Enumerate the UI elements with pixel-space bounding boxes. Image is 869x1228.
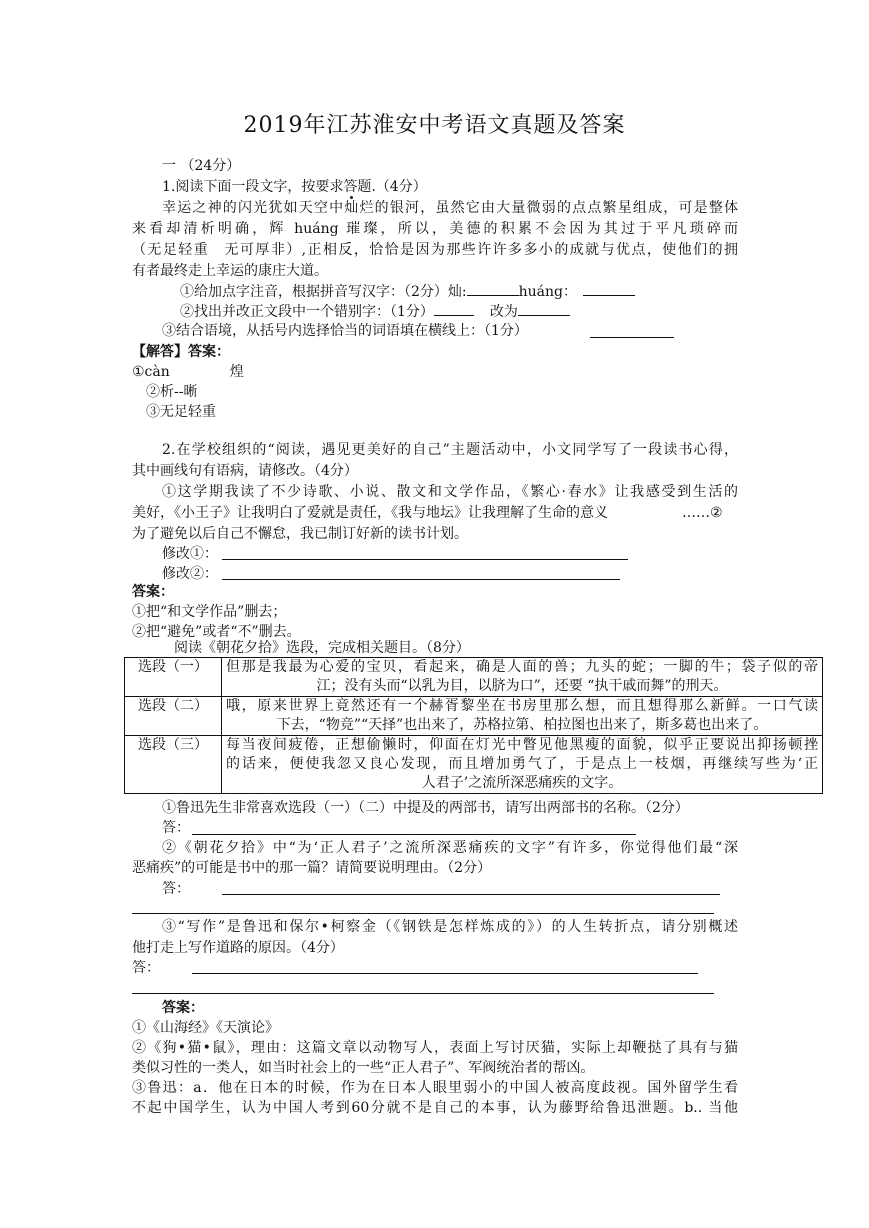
q1-paragraph-text: 幸运之神的闪光犹如天空中 [162,200,345,216]
answer-line: ②析--晰 [146,384,198,400]
q1-paragraph-line: （无足轻重 无可厚非）,正相反，恰恰是因为那些许许多多小的成就与优点，使他们的拥 [132,242,738,258]
answer-blank[interactable] [222,559,628,560]
q3-sub3: ③“写作”是鲁迅和保尔•柯察金（《钢铁是怎样炼成的》）的人生转折点，请分别概述 [162,919,738,935]
q1-sub1 [180,281,635,302]
answer-blank[interactable] [434,301,474,316]
answer-label: 【解答】答案： [132,344,230,360]
q3-sub3: 他打走上写作道路的原因。（4分） [132,940,344,956]
q1-sub1-text: ①给加点字注音，根据拼音写汉字：（2分）灿: [180,284,467,300]
excerpt-text [222,658,823,697]
q3-heading: 阅读《朝花夕拾》选段，完成相关题目。（8分） [174,640,470,656]
q2-fix1-label: 修改①： [162,546,218,562]
answer-blank[interactable] [192,973,698,974]
q1-paragraph-line [162,198,738,218]
q1-sub2-text: 改为 [489,304,518,320]
q1-paragraph-line: 来看却清析明确，辉 huáng 璀璨，所以，美德的积累不会因为其过于平凡琐碎而 [132,221,738,237]
q1-sub2-text: ②找出并改正文段中一个错别字：（1分） [180,304,434,320]
answer-blank[interactable] [222,894,720,895]
answer-blank[interactable] [222,579,620,580]
q2-line: 其中画线句有语病，请修改。（4分） [132,463,358,479]
excerpt-line: 人君子’之流所深恶痛疾的文字。 [421,775,623,791]
answer-blank[interactable] [583,281,635,296]
answer-blank[interactable] [192,834,636,835]
answer-label: 答案： [162,1000,204,1016]
answer-blank[interactable] [590,337,674,338]
excerpt-label: 选段（一） [125,658,222,697]
q3-sub2: 恶痛疾”的可能是书中的那一篇？请简要说明理由。（2分） [132,860,492,876]
answer-label: 答案： [132,584,174,600]
answer-blank[interactable] [132,993,714,994]
q2-line: ……② [682,505,723,521]
excerpt-label: 选段（三） [125,736,222,794]
q1-heading: 1.阅读下面一段文字，按要求答题.（4分） [162,179,427,195]
answer-blank[interactable] [518,301,570,316]
excerpt-table [124,657,823,794]
answer-line: ③鲁迅：a．他在日本的时候，作为在日本人眼里弱小的中国人被高度歧视。国外留学生看 [132,1080,738,1096]
answer-line: 不起中国学生，认为中国人考到60分就不是自己的本事，认为藤野给鲁迅泄题。b.. 当他 [132,1100,738,1116]
excerpt-text [222,736,823,794]
dotted-character: 灿 [344,200,360,216]
excerpt-text [222,697,823,736]
q3-sub2: ②《朝花夕拾》中“为‘正人君子’之流所深恶痛疾的文字”有许多，你觉得他们最“深 [162,840,738,856]
answer-line: ①《山海经》《天演论》 [132,1020,279,1036]
answer-text: ①càn [132,364,170,380]
excerpt-line: 哦，原来世界上竟然还有一个赫胥黎坐在书房里那么想，而且想得那么新鲜。一口气读 [226,698,818,714]
answer-word: 答： [162,820,190,836]
q2-line: 2.在学校组织的“阅读，遇见更美好的自己”主题活动中，小文同学写了一段读书心得， [162,442,738,458]
table-row [125,658,823,697]
answer-blank[interactable] [132,913,714,914]
excerpt-line: 的话来，便使我忽又良心发现，而且增加勇气了，于是点上一枝烟，再继续写些为‘正 [226,756,818,772]
answer-line: ③无足轻重 [146,404,216,420]
q2-line: 为了避免以后自己不懈怠，我已制订好新的读书计划。 [132,526,468,542]
excerpt-line: 下去，“物竞”“天择”也出来了，苏格拉第、柏拉图也出来了，斯多葛也出来了。 [276,717,768,733]
q1-sub2 [180,301,570,322]
q2-line: ①这学期我读了不少诗歌、小说、散文和文学作品，《繁心·春水》让我感受到生活的 [162,484,738,500]
q1-sub1-text: huáng： [518,284,577,300]
answer-text: 煌 [229,364,244,380]
answer-line: ②把“避免”或者“不”删去。 [132,624,301,640]
excerpt-line: 每当夜间疲倦，正想偷懒时，仰面在灯光中瞥见他黑瘦的面貌，似乎正要说出抑扬顿挫 [226,737,818,753]
q1-sub3: ③结合语境，从括号内选择恰当的词语填在横线上：（1分） [162,323,528,339]
page-title: 2019年江苏淮安中考语文真题及答案 [243,113,626,138]
table-row [125,736,823,794]
answer-blank[interactable] [467,281,519,296]
answer-word: 答： [162,881,190,897]
q1-paragraph-text: 烂的银河，虽然它由大量微弱的点点繁星组成，可是整体 [359,200,739,216]
table-row [125,697,823,736]
answer-word: 答： [132,960,160,976]
excerpt-line: 江；没有头而“以乳为目，以脐为口”，还要 “执干戚而舞”的刑天。 [316,678,728,694]
answer-line [132,362,244,382]
answer-line: ①把“和文学作品”删去； [132,604,287,620]
answer-line: ②《狗•猫•鼠》，理由：这篇文章以动物写人，表面上写讨厌猫，实际上却鞭挞了具有与猫 [132,1040,738,1056]
excerpt-line: 但那是我最为心爱的宝贝，看起来，确是人面的兽；九头的蛇；一脚的牛；袋子似的帝 [226,659,818,675]
answer-line: 类似习性的一类人，如当时社会上的一些“正人君子”、军阀统治者的帮凶。 [132,1060,595,1076]
q2-line: 美好，《小王子》让我明白了爱就是责任，《我与地坛》让我理解了生命的意义 [132,505,608,521]
excerpt-label: 选段（二） [125,697,222,736]
q1-paragraph-line: 有者最终走上幸运的康庄大道。 [132,263,328,279]
q2-fix2-label: 修改②： [162,566,218,582]
section-heading: 一 （24分） [162,158,241,174]
q3-sub1: ①鲁迅先生非常喜欢选段（一）（二）中提及的两部书，请写出两部书的名称。（2分） [162,800,689,816]
